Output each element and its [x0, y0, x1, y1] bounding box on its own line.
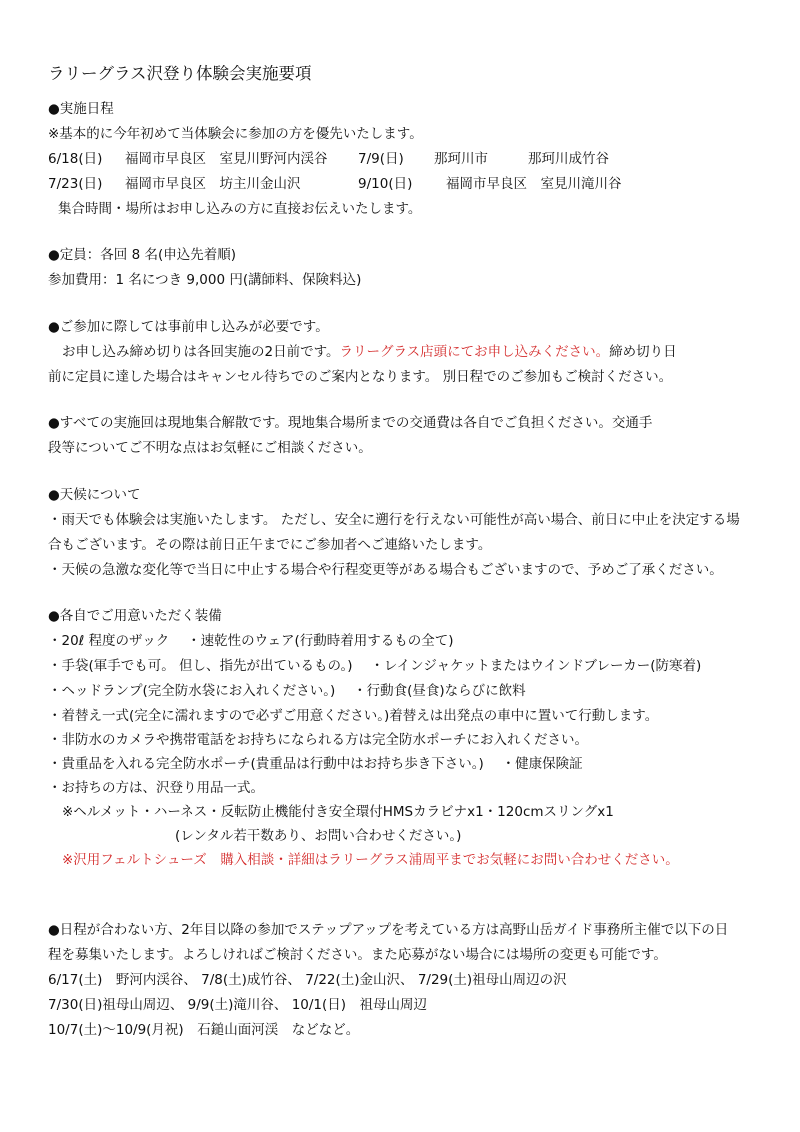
schedule-row-2-b-place: 福岡市早良区 室見川滝川谷: [446, 176, 622, 192]
equipment-item-7: ・お持ちの方は、沢登り用品一式。: [48, 780, 264, 796]
weather-heading: ●天候について: [48, 487, 141, 503]
schedule-heading: ●実施日程: [48, 101, 114, 117]
weather-line-3: ・天候の急激な変化等で当日に中止する場合や行程変更等がある場合もございますので、予めご了承ください。: [48, 562, 723, 578]
equipment-heading: ●各自でご用意いただく装備: [48, 608, 222, 624]
advanced-line-2: 程を募集いたします。よろしければご検討ください。また応募がない場合には場所の変更も可能です。: [48, 947, 667, 963]
schedule-row-2-a-place: 福岡市早良区 坊主川金山沢: [125, 176, 301, 192]
weather-line-2: 合もございます。その際は前日正午までにご参加者へご連絡いたします。: [48, 537, 492, 553]
equipment-rental-note: (レンタル若干数あり、お問い合わせください。): [175, 828, 462, 844]
capacity-heading: ●定員：各回 8 名(申込先着順): [48, 247, 236, 263]
schedule-row-2-a-date: 7/23(日): [48, 176, 103, 192]
capacity-fee: 参加費用：1 名につき 9,000 円(講師料、保険料込): [48, 272, 362, 288]
application-waitlist-line: 前に定員に達した場合はキャンセル待ちでのご案内となります。 別日程でのご参加もご検討ください。: [48, 369, 673, 385]
schedule-row-1-b-date: 7/9(日): [358, 151, 404, 167]
schedule-row-1-b-place: 那珂川成竹谷: [528, 151, 609, 167]
application-deadline-tail: 締め切り日: [609, 344, 677, 360]
schedule-row-1-a-place: 福岡市早良区 室見川野河内渓谷: [125, 151, 328, 167]
schedule-row-1-a-date: 6/18(日): [48, 151, 103, 167]
meeting-point-line-2: 段等についてご不明な点はお気軽にご相談ください。: [48, 440, 372, 456]
application-deadline-line: [62, 343, 677, 361]
equipment-gear-note: ※ヘルメット・ハーネス・反転防止機能付き安全環付HMSカラビナx1・120cmスリングx1: [62, 804, 614, 820]
meeting-point-line-1: ●すべての実施回は現地集合解散です。現地集合場所までの交通費は各自でご負担ください。交通手: [48, 415, 653, 431]
application-store-highlight: ラリーグラス店頭にてお申し込みください。: [339, 344, 610, 360]
equipment-item-3: ・ヘッドランプ(完全防水袋にお入れください。) ・行動食(昼食)ならびに飲料: [48, 683, 526, 699]
schedule-meeting-note: 集合時間・場所はお申し込みの方に直接お伝えいたします。: [58, 201, 422, 217]
equipment-item-4: ・着替え一式(完全に濡れますので必ずご用意ください。)着替えは出発点の車中に置いて行動します。: [48, 708, 659, 724]
equipment-item-1: ・20ℓ 程度のザック ・速乾性のウェア(行動時着用するもの全て): [48, 633, 454, 649]
application-deadline-text: お申し込み締め切りは各回実施の2日前です。: [62, 344, 340, 360]
schedule-row-1-b-city: 那珂川市: [434, 151, 488, 167]
equipment-item-2: ・手袋(軍手でも可。 但し、指先が出ているもの。) ・レインジャケットまたはウインドブレーカー(防寒着): [48, 658, 702, 674]
equipment-item-5: ・非防水のカメラや携帯電話をお持ちになられる方は完全防水ポーチにお入れください。: [48, 732, 588, 748]
equipment-item-6: ・貴重品を入れる完全防水ポーチ(貴重品は行動中はお持ち歩き下さい。) ・健康保険証: [48, 756, 583, 772]
schedule-note: ※基本的に今年初めて当体験会に参加の方を優先いたします。: [48, 126, 423, 142]
advanced-line-4: 7/30(日)祖母山周辺、 9/9(土)滝川谷、 10/1(日) 祖母山周辺: [48, 997, 428, 1013]
schedule-row-2-b-date: 9/10(日): [358, 176, 413, 192]
application-heading: ●ご参加に際しては事前申し込みが必要です。: [48, 319, 329, 335]
advanced-line-1: ●日程が合わない方、2年目以降の参加でステップアップを考えている方は高野山岳ガイド事務所主催で以下の日: [48, 922, 729, 938]
document-title: ラリーグラス沢登り体験会実施要項: [48, 64, 312, 83]
weather-line-1: ・雨天でも体験会は実施いたします。 ただし、安全に遡行を行えない可能性が高い場合、前日に中止を決定する場: [48, 512, 740, 528]
equipment-shoes-note: ※沢用フェルトシューズ 購入相談・詳細はラリーグラス浦周平までお気軽にお問い合わせください。: [62, 852, 679, 868]
advanced-line-5: 10/7(土)～10/9(月祝) 石鎚山面河渓 などなど。: [48, 1022, 360, 1038]
advanced-line-3: 6/17(土) 野河内渓谷、 7/8(土)成竹谷、 7/22(土)金山沢、 7/29(土)祖母山周辺の沢: [48, 972, 567, 988]
